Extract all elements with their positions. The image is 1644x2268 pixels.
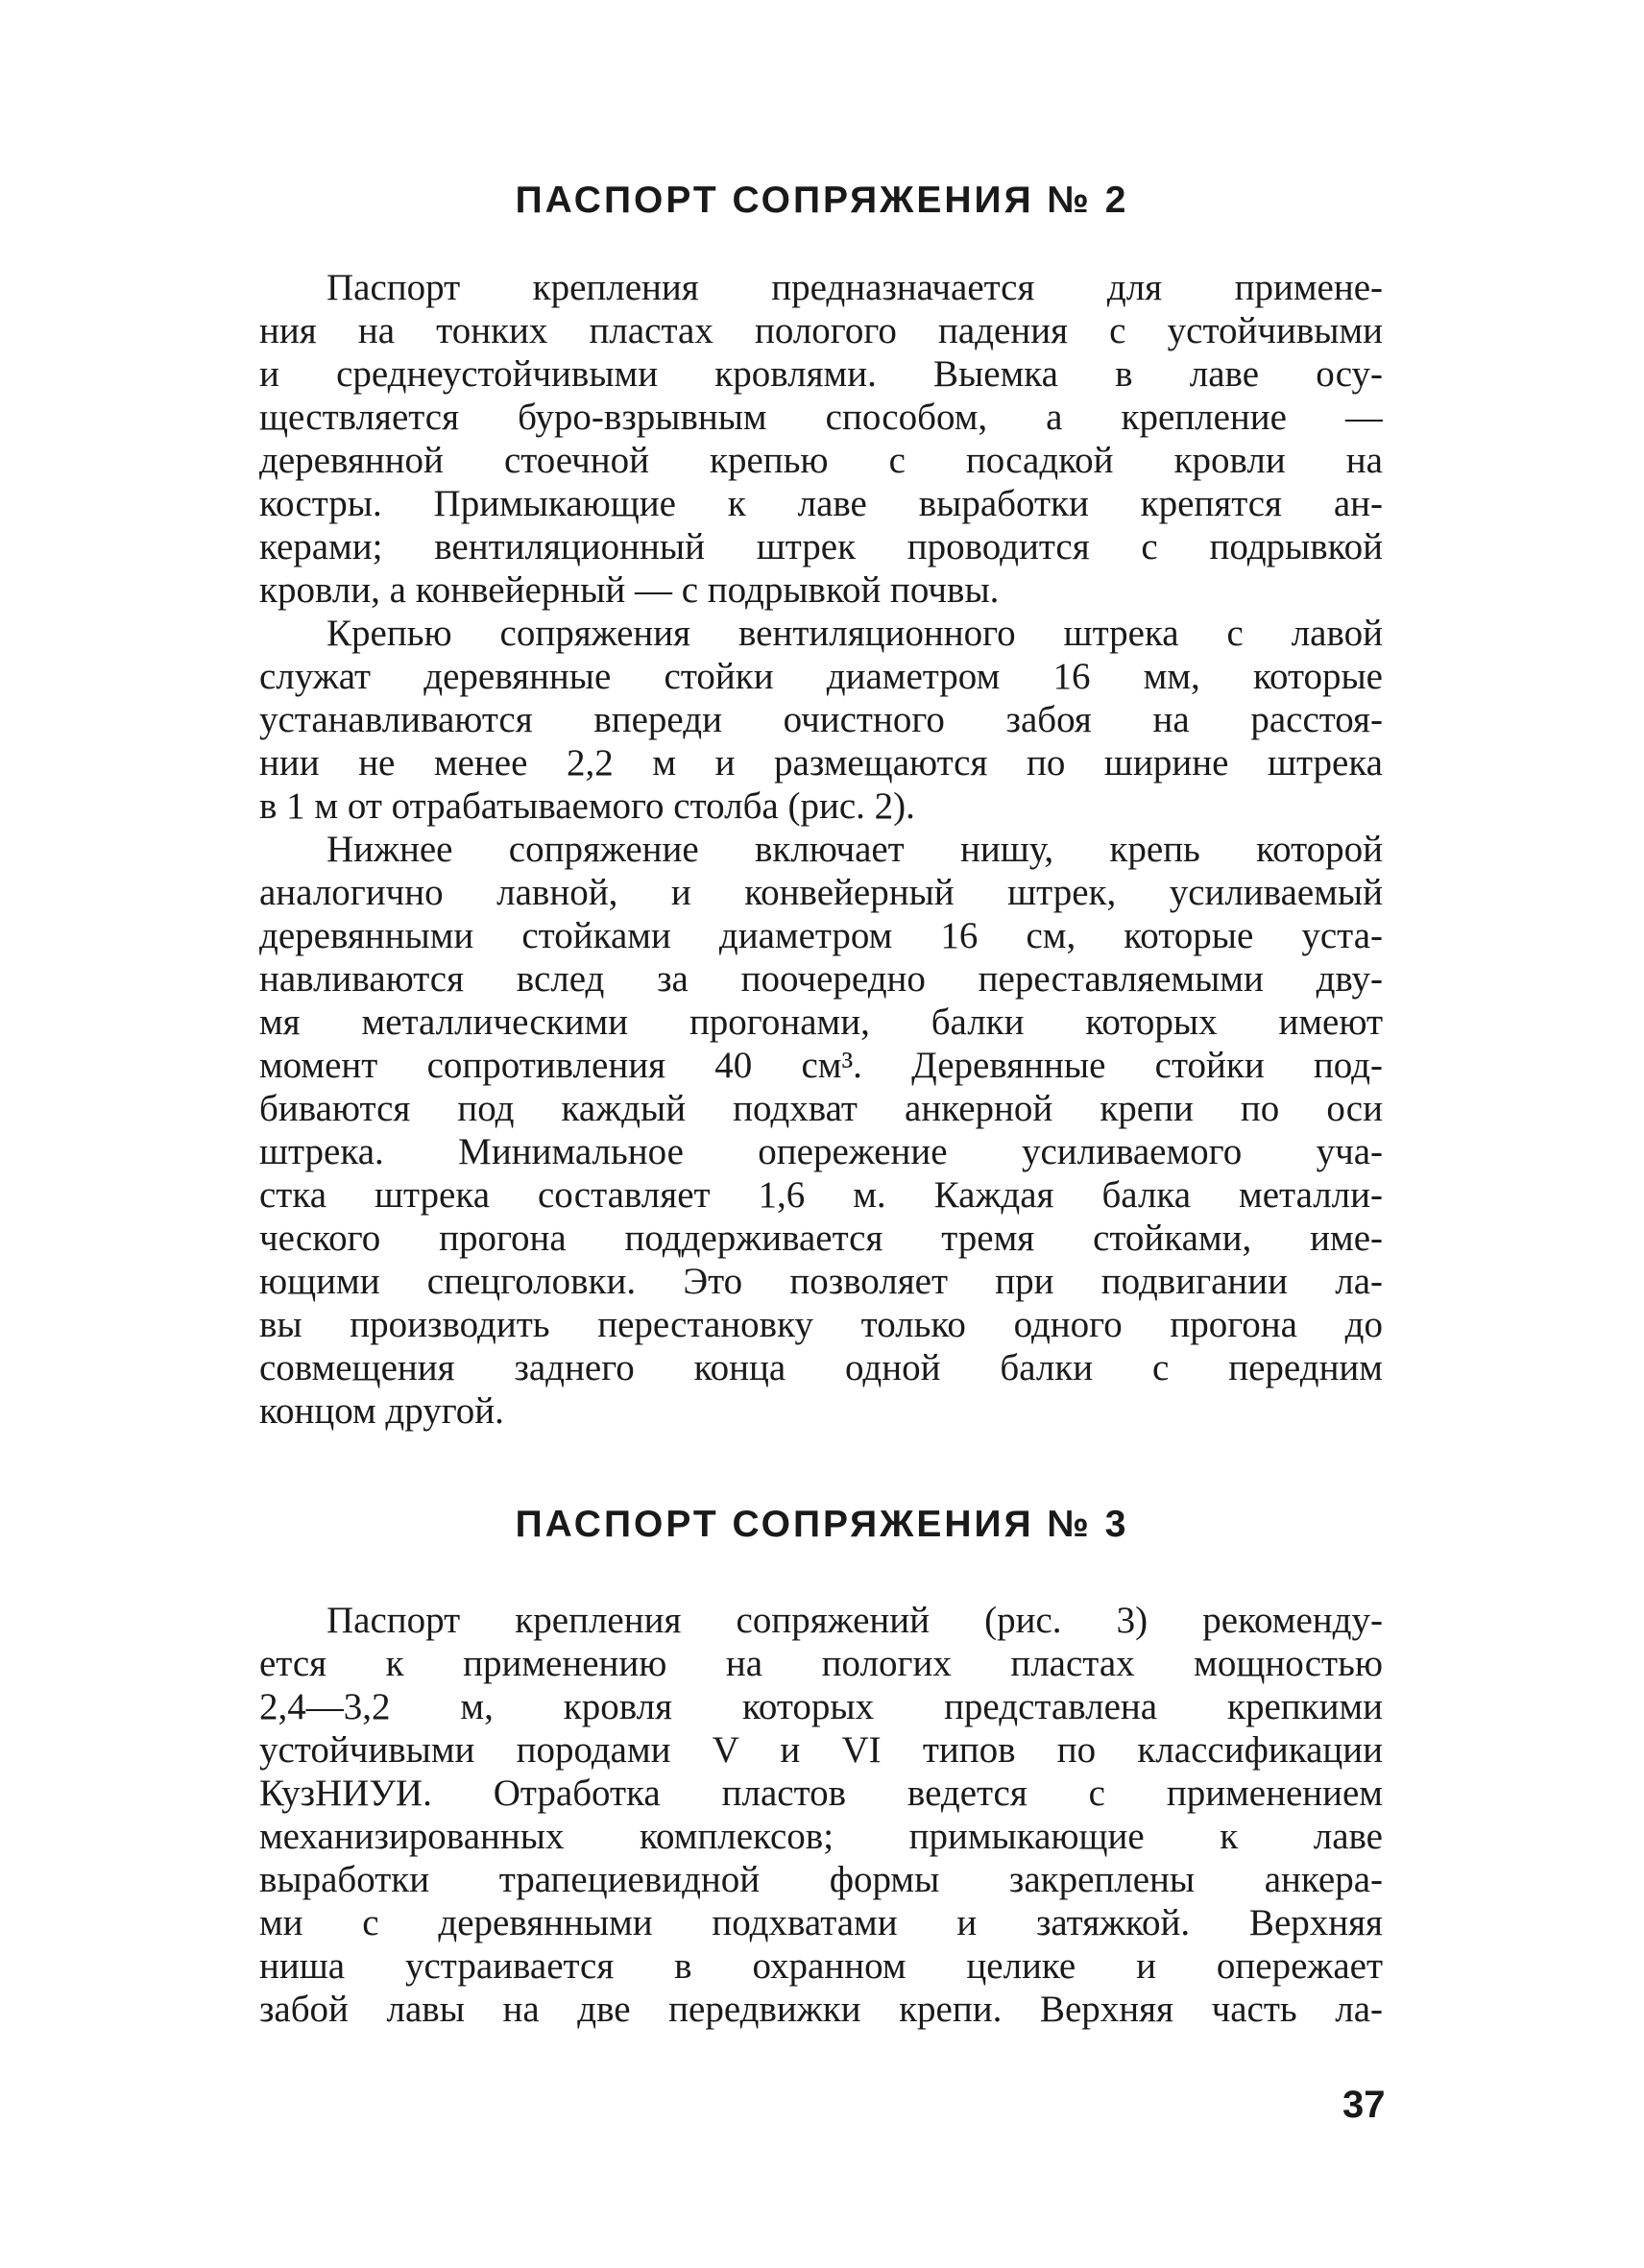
text-line: устойчивыми породами V и VI типов по классификации <box>259 1729 1383 1771</box>
text-line: Крепью сопряжения вентиляционного штрека с лавой <box>326 613 1383 654</box>
text-line: нии не менее 2,2 м и размещаются по ширине штрека <box>259 742 1383 784</box>
text-line: выработки трапециевидной формы закреплены анкера- <box>259 1859 1383 1900</box>
text-line: служат деревянные стойки диаметром 16 мм, которые <box>259 656 1383 697</box>
text-line: и среднеустойчивыми кровлями. Выемка в лаве осу- <box>259 353 1383 395</box>
text-line: деревянной стоечной крепью с посадкой кровли на <box>259 440 1383 481</box>
text-line: ющими спецголовки. Это позволяет при подвигании ла- <box>259 1261 1383 1302</box>
text-line: стка штрека составляет 1,6 м. Каждая балка металли- <box>259 1174 1383 1216</box>
text-line: КузНИУИ. Отработка пластов ведется с применением <box>259 1773 1383 1814</box>
text-line: навливаются вслед за поочередно переставляемыми дву- <box>259 958 1383 1000</box>
text-line: вы производить перестановку только одного прогона до <box>259 1304 1383 1345</box>
text-line: механизированных комплексов; примыкающие к лаве <box>259 1816 1383 1857</box>
text-line: штрека. Минимальное опережение усиливаемого уча- <box>259 1131 1383 1172</box>
text-line: ется к применению на пологих пластах мощностью <box>259 1643 1383 1684</box>
text-line: совмещения заднего конца одной балки с передним <box>259 1347 1383 1388</box>
text-line: Паспорт крепления предназначается для примене- <box>326 267 1383 308</box>
text-line: керами; вентиляционный штрек проводится с подрывкой <box>259 526 1383 567</box>
text-line: ми с деревянными подхватами и затяжкой. Верхняя <box>259 1902 1383 1943</box>
page-number: 37 <box>1342 2084 1386 2126</box>
text-line: биваются под каждый подхват анкерной крепи по оси <box>259 1088 1383 1129</box>
text-line: концом другой. <box>259 1390 504 1432</box>
text-line: кровли, а конвейерный — с подрывкой почвы. <box>259 569 1000 611</box>
section-heading-passport-3: ПАСПОРТ СОПРЯЖЕНИЯ № 3 <box>515 1504 1129 1545</box>
text-line: костры. Примыкающие к лаве выработки крепятся ан- <box>259 483 1383 524</box>
text-line: аналогично лавной, и конвейерный штрек, усиливаемый <box>259 872 1383 913</box>
text-line: мя металлическими прогонами, балки которых имеют <box>259 1001 1383 1043</box>
text-line: забой лавы на две передвижки крепи. Верхняя часть ла- <box>259 1989 1383 2030</box>
text-line: ния на тонких пластах пологого падения с устойчивыми <box>259 310 1383 351</box>
text-line: момент сопротивления 40 см³. Деревянные стойки под- <box>259 1045 1383 1086</box>
text-line: деревянными стойками диаметром 16 см, которые уста- <box>259 915 1383 956</box>
text-line: Нижнее сопряжение включает нишу, крепь которой <box>326 829 1383 870</box>
text-line: ниша устраивается в охранном целике и опережает <box>259 1945 1383 1987</box>
text-line: ческого прогона поддерживается тремя стойками, име- <box>259 1218 1383 1259</box>
text-line: Паспорт крепления сопряжений (рис. 3) рекоменду- <box>326 1600 1383 1641</box>
text-line: в 1 м от отрабатываемого столба (рис. 2). <box>259 785 915 827</box>
text-line: 2,4—3,2 м, кровля которых представлена крепкими <box>259 1686 1383 1727</box>
text-line: ществляется буро-взрывным способом, а крепление — <box>259 397 1383 438</box>
section-heading-passport-2: ПАСПОРТ СОПРЯЖЕНИЯ № 2 <box>515 180 1129 221</box>
text-line: устанавливаются впереди очистного забоя на расстоя- <box>259 699 1383 740</box>
